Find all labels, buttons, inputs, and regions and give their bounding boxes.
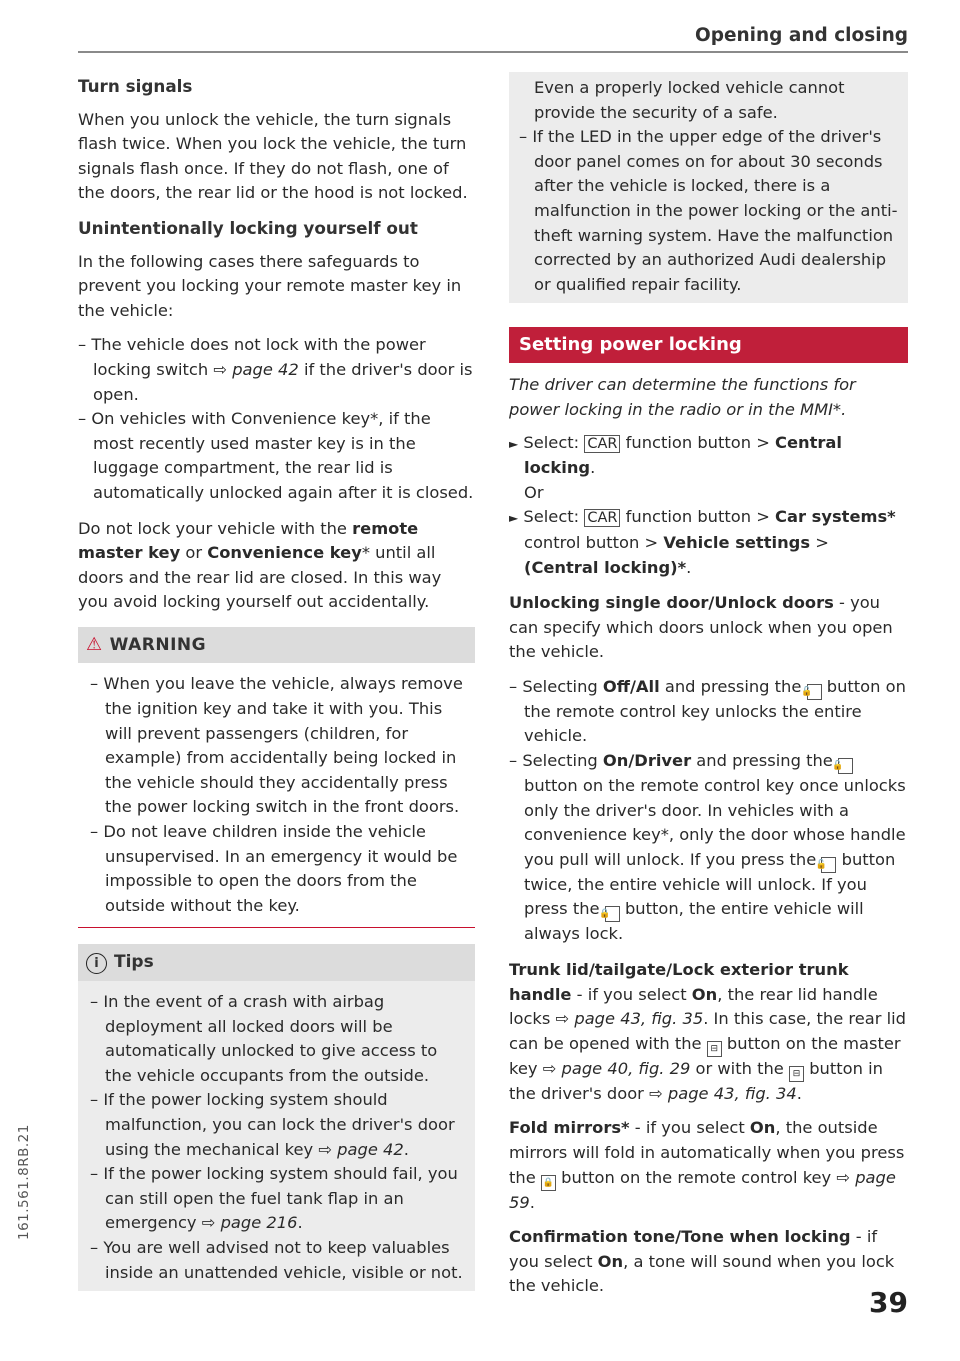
trunk-key-icon: ⊟ — [789, 1066, 804, 1082]
heading-locking-out: Unintentionally locking yourself out — [78, 217, 418, 238]
page-ref-link[interactable]: ⇨ page 59 — [509, 1167, 896, 1212]
step-arrow-icon: ► — [509, 511, 519, 526]
page-ref-link[interactable]: ⇨ page 216 — [201, 1213, 298, 1233]
page-ref-link[interactable]: ⇨ page 40, fig. 29 — [542, 1058, 691, 1078]
unlock-key-icon: 🔓 — [821, 857, 836, 873]
page-ref-link[interactable]: ⇨ page 42 — [318, 1139, 404, 1159]
intro-text: The driver can determine the functions for power locking in the radio or in the MMI*. — [509, 375, 856, 419]
paragraph-turn-signals: When you unlock the vehicle, the turn signals flash twice. When you lock the vehicle, the turn signals flash once. If they do not flash, one of the doors, the rear lid or the hood is not locked. — [78, 109, 468, 203]
unlock-key-icon: 🔓 — [838, 758, 853, 774]
right-column — [509, 72, 908, 1309]
tips-box — [78, 944, 475, 1291]
list-item: – Selecting Off/All and pressing the 🔓 button on the remote control key unlocks the entire vehicle. — [509, 676, 906, 746]
list-item: – Selecting On/Driver and pressing the 🔓 button on the remote control key once unlocks only the driver's door. In vehicles with a convenience key*, only the door whose handle you pull will unlock. If you press the 🔓 button twice, the entire vehicle will unlock. If you press the 🔒 button, the entire vehicle will always lock. — [509, 751, 906, 944]
tips-continuation: Even a properly locked vehicle cannot provide the security of a safe. – If the LED in the upper edge of the driver's door panel comes on for about 30 seconds after the vehicle is locked, there is a malfunction in the power locking or the anti-theft warning system. Have the malfunction corrected by an authorized Audi dealership or qualified repair facility. — [509, 72, 908, 303]
paragraph-locking-out: In the following cases there safeguards to prevent you locking your remote master key in the vehicle: — [78, 251, 462, 320]
car-button[interactable]: CAR — [584, 435, 620, 453]
page-ref-link[interactable]: ⇨ page 42 — [213, 359, 299, 379]
document-code: 161.561.8RB.21 — [16, 1124, 32, 1240]
warning-header: ⚠ WARNING — [78, 627, 475, 664]
paragraph-unlocking: Unlocking single door/Unlock doors - you can specify which doors unlock when you open the vehicle. — [509, 593, 893, 662]
steps — [509, 431, 908, 581]
step-item: ► Select: CAR function button > Car systems* control button > Vehicle settings > (Central locking)*. — [509, 507, 896, 577]
list-item: – On vehicles with Convenience key*, if the most recently used master key is in the luggage compartment, the rear lid is automatically unlocked again after it is closed. — [78, 409, 474, 502]
page-number: 39 — [869, 1286, 908, 1319]
paragraph-fold-mirrors: Fold mirrors* - if you select On, the outside mirrors will fold in automatically when you press the 🔒 button on the remote control key ⇨ page 59. — [509, 1118, 905, 1212]
warning-box — [78, 627, 475, 929]
lock-key-icon: 🔒 — [605, 906, 620, 922]
step-item: ► Select: CAR function button > Central locking. — [509, 432, 842, 478]
page-ref-link[interactable]: ⇨ page 43, fig. 35 — [555, 1009, 704, 1029]
tip-item: – You are well advised not to keep valuables inside an unattended vehicle, visible or not. — [90, 1237, 463, 1282]
tip-item: – In the event of a crash with airbag deployment all locked doors will be automatically unlocked to give access to the vehicle occupants from the outside. — [90, 992, 438, 1085]
tip-item: – If the power locking system should malfunction, you can lock the driver's door using the mechanical key ⇨ page 42. — [90, 1090, 455, 1159]
warning-item: – Do not leave children inside the vehicle unsupervised. In an emergency it would be impossible to open the doors from the outside without the key. — [90, 822, 458, 915]
trunk-key-icon: ⊟ — [707, 1041, 722, 1057]
left-column — [78, 72, 475, 1291]
tip-item: – If the power locking system should fail, you can still open the fuel tank flap in an emergency ⇨ page 216. — [90, 1164, 458, 1233]
safeguard-list — [78, 333, 475, 505]
section-banner: Setting power locking — [509, 327, 908, 363]
page-ref-link[interactable]: ⇨ page 43, fig. 34 — [649, 1083, 797, 1103]
info-icon: i — [86, 953, 107, 974]
lock-key-icon: 🔒 — [541, 1175, 556, 1191]
car-button[interactable]: CAR — [584, 509, 620, 527]
warning-triangle-icon: ⚠ — [86, 633, 103, 655]
heading-turn-signals: Turn signals — [78, 76, 193, 96]
warning-item: – When you leave the vehicle, always remove the ignition key and take it with you. This will prevent passengers (children, for example) from accidentally being locked in the vehicle should they accidentally press the power locking switch in the front doors. — [90, 674, 463, 817]
paragraph-confirmation-tone: Confirmation tone/Tone when locking - if you select On, a tone will sound when you lock the vehicle. — [509, 1227, 895, 1296]
or-text: Or — [524, 482, 544, 502]
unlock-key-icon: 🔓 — [807, 684, 822, 700]
list-item: – The vehicle does not lock with the power locking switch ⇨ page 42 if the driver's door is open. — [78, 335, 473, 404]
paragraph-do-not-lock: Do not lock your vehicle with the remote master key or Convenience key* until all doors and the rear lid are closed. In this way you avoid locking yourself out accidentally. — [78, 518, 442, 612]
step-arrow-icon: ► — [509, 436, 519, 451]
section-title: Opening and closing — [694, 25, 908, 46]
tips-header: i Tips — [78, 944, 475, 981]
paragraph-trunk: Trunk lid/tailgate/Lock exterior trunk handle - if you select On, the rear lid handle locks ⇨ page 43, fig. 35. In this case, the rear lid can be opened with the ⊟ button on the master key ⇨ page 40, fig. 29 or with the ⊟ button in the driver's door ⇨ page 43, fig. 34. — [509, 960, 906, 1103]
unlock-list — [509, 675, 908, 947]
header-rule — [78, 51, 908, 53]
